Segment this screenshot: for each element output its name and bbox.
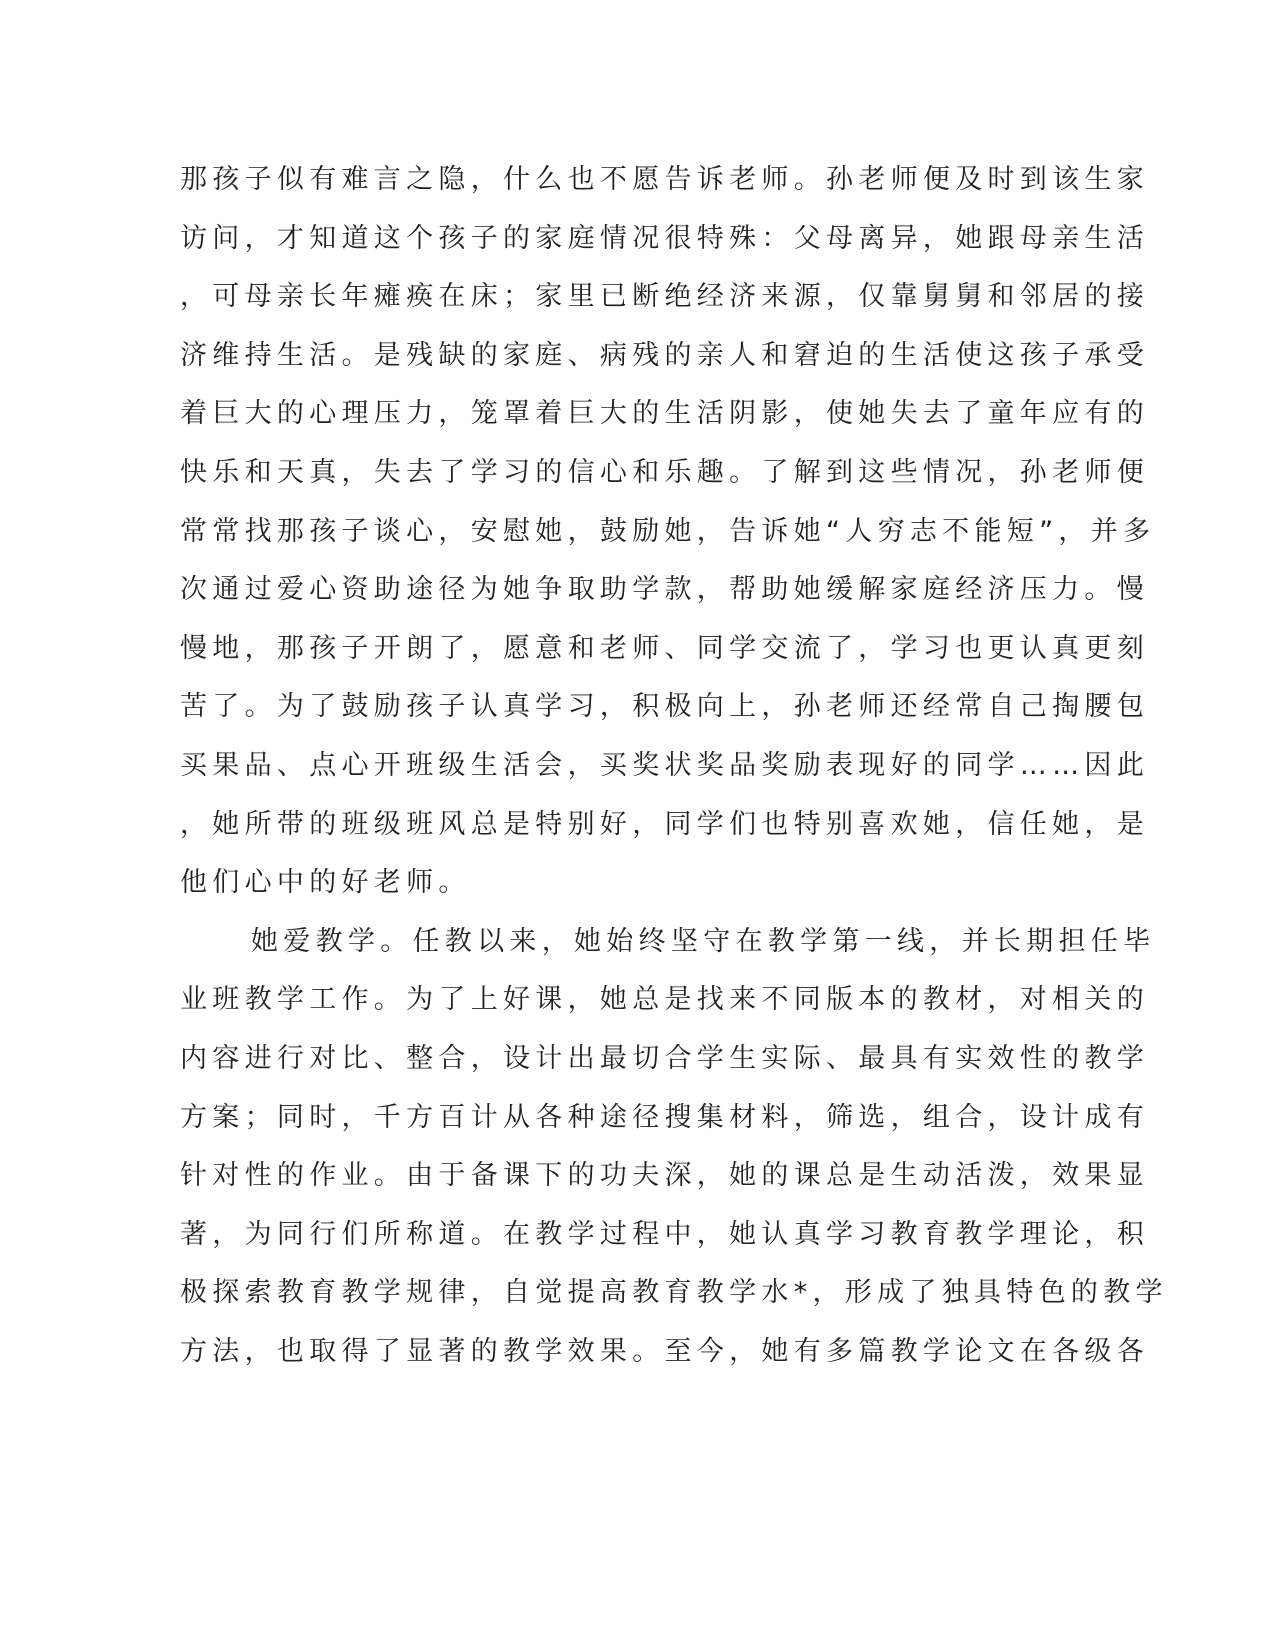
paragraph — [180, 913, 1168, 1382]
text-line: 方案；同时，千方百计从各种途径搜集材料，筛选，组合，设计成有 — [180, 1101, 1149, 1133]
text-line: 次通过爱心资助途径为她争取助学款，帮助她缓解家庭经济压力。慢 — [180, 574, 1149, 606]
text-line: ，她所带的班级班风总是特别好，同学们也特别喜欢她，信任她，是 — [180, 808, 1149, 840]
text-line: 访问，才知道这个孩子的家庭情况很特殊：父母离异，她跟母亲生活 — [180, 222, 1149, 254]
text-line: 慢地，那孩子开朗了，愿意和老师、同学交流了，学习也更认真更刻 — [180, 632, 1149, 664]
text-line: 常常找那孩子谈心，安慰她，鼓励她，告诉她“人穷志不能短”，并多 — [180, 515, 1156, 547]
text-line: 买果品、点心开班级生活会，买奖状奖品奖励表现好的同学……因此 — [180, 749, 1149, 781]
text-line: 内容进行对比、整合，设计出最切合学生实际、最具有实效性的教学 — [180, 1042, 1149, 1074]
text-line: 业班教学工作。为了上好课，她总是找来不同版本的教材，对相关的 — [180, 984, 1149, 1016]
text-line: 快乐和天真，失去了学习的信心和乐趣。了解到这些情况，孙老师便 — [180, 456, 1149, 488]
paragraph — [180, 151, 1156, 913]
text-line: 方法，也取得了显著的教学效果。至今，她有多篇教学论文在各级各 — [180, 1335, 1149, 1367]
text-line: 济维持生活。是残缺的家庭、病残的亲人和窘迫的生活使这孩子承受 — [180, 339, 1149, 371]
text-line: 极探索教育教学规律，自觉提高教育教学水*，形成了独具特色的教学 — [180, 1277, 1168, 1309]
text-line: ，可母亲长年瘫痪在床；家里已断绝经济来源，仅靠舅舅和邻居的接 — [180, 281, 1149, 313]
text-line: 那孩子似有难言之隐，什么也不愿告诉老师。孙老师便及时到该生家 — [180, 164, 1149, 195]
text-line: 她爱教学。任教以来，她始终坚守在教学第一线，并长期担任毕 — [251, 925, 1156, 957]
document-body — [180, 151, 1168, 1381]
text-line: 著，为同行们所称道。在教学过程中，她认真学习教育教学理论，积 — [180, 1218, 1149, 1250]
text-line: 着巨大的心理压力，笼罩着巨大的生活阴影，使她失去了童年应有的 — [180, 398, 1149, 430]
text-line: 针对性的作业。由于备课下的功夫深，她的课总是生动活泼，效果显 — [180, 1160, 1149, 1192]
text-line: 他们心中的好老师。 — [180, 867, 471, 899]
text-line: 苦了。为了鼓励孩子认真学习，积极向上，孙老师还经常自己掏腰包 — [180, 691, 1149, 723]
